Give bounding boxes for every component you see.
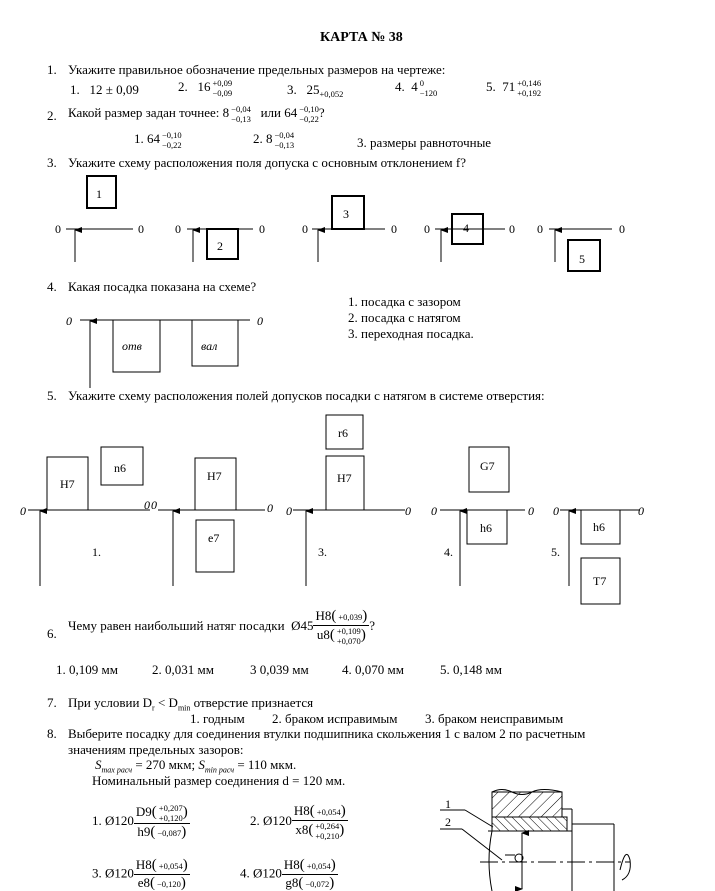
zero-label: 0 [391, 222, 397, 236]
q1-text: Укажите правильное обозначение предельных размеров на чертеже: [68, 62, 446, 77]
q8-option-2[interactable]: 2. Ø120 H8( +0,054 ) x8( +0,264 +0,210 ) [250, 803, 346, 841]
q4-text: Какая посадка показана на схеме? [68, 279, 257, 294]
field-label: r6 [338, 426, 348, 440]
q7-option-2[interactable]: 2. браком исправимым [272, 711, 398, 726]
field-label: G7 [480, 459, 495, 473]
q3-scheme-4[interactable] [435, 214, 505, 262]
part-label: 2 [445, 815, 451, 829]
shaft-label: вал [201, 339, 218, 353]
q2-option-3[interactable]: 3. размеры равноточные [357, 135, 492, 150]
scheme-number: 4. [444, 545, 453, 559]
scheme-number: 3. [318, 545, 327, 559]
field-label: T7 [593, 574, 607, 588]
scheme-number: 1 [96, 187, 102, 201]
zero-label: 0 [144, 498, 150, 512]
q3-number: 3. [47, 155, 57, 170]
q6-text: Чему равен наибольший натяг посадки Ø45 H8( +0,039 ) u8( +0,109 +0,070 ) ? [68, 608, 376, 646]
bearing-drawing [440, 790, 630, 891]
zero-label: 0 [528, 504, 534, 518]
field-label: h6 [480, 521, 492, 535]
zero-label: 0 [66, 314, 72, 328]
field-label: h6 [593, 520, 605, 534]
q4-option-2[interactable]: 2. посадка с натягом [348, 310, 461, 325]
scheme-number: 2 [217, 239, 223, 253]
q8-text-line2: значениям предельных зазоров: [68, 742, 244, 757]
scheme-number: 3 [343, 207, 349, 221]
q4-option-1[interactable]: 1. посадка с зазором [348, 294, 461, 309]
q8-clearances: $S_{max расч} = 270$ мкм; $S_{min расч} = 110$ мкм. [95, 757, 297, 775]
q8-text-line1: Выберите посадку для соединения втулки подшипника скольжения 1 с валом 2 по расчетным [68, 726, 586, 741]
q5-text: Укажите схему расположения полей допусков посадки с натягом в системе отверстия: [68, 388, 545, 403]
q8-number: 8. [47, 726, 57, 741]
q7-number: 7. [47, 695, 57, 710]
q1-option-3[interactable]: 3. $25_{+0,052}$ [287, 82, 344, 99]
q5-scheme-3[interactable] [293, 415, 405, 586]
q7-option-1[interactable]: 1. годным [190, 711, 245, 726]
zero-label: 0 [259, 222, 265, 236]
scheme-number: 4 [463, 221, 469, 235]
q6-option-3[interactable]: 3 0,039 мм [250, 662, 309, 677]
field-label: n6 [114, 461, 126, 475]
q2-number: 2. [47, 108, 57, 123]
q2-option-2[interactable]: 2. 8 −0,04 −0,13 [253, 130, 295, 150]
zero-label: 0 [175, 222, 181, 236]
zero-label: 0 [257, 314, 263, 328]
zero-label: 0 [431, 504, 437, 518]
scheme-number: 5. [551, 545, 560, 559]
q4-scheme [80, 320, 250, 388]
q8-option-3[interactable]: 3. Ø120 H8( +0,054 ) e8( −0,120 ) [92, 857, 188, 891]
zero-label: 0 [20, 504, 26, 518]
zero-label: 0 [424, 222, 430, 236]
zero-label: 0 [553, 504, 559, 518]
q6-option-2[interactable]: 2. 0,031 мм [152, 662, 214, 677]
q6-option-5[interactable]: 5. 0,148 мм [440, 662, 502, 677]
field-label: H7 [337, 471, 352, 485]
zero-label: 0 [286, 504, 292, 518]
zero-label: 0 [151, 498, 157, 512]
q6-option-1[interactable]: 1. 0,109 мм [56, 662, 118, 677]
field-label: H7 [207, 469, 222, 483]
q6-option-4[interactable]: 4. 0,070 мм [342, 662, 404, 677]
q4-number: 4. [47, 279, 57, 294]
q6-number: 6. [47, 626, 57, 641]
q1-option-5[interactable]: 5. 71 +0,146 +0,192 [486, 78, 542, 98]
q8-option-1[interactable]: 1. Ø120 D9( +0,207 +0,120 ) h9( −0,087 ) [92, 803, 188, 840]
q3-scheme-3[interactable] [312, 196, 385, 262]
q1-option-2[interactable]: 2. 16 +0,09 −0,09 [178, 78, 233, 98]
scheme-number: 1. [92, 545, 101, 559]
fit-fraction: H8( +0,039 ) u8( +0,109 +0,070 ) [315, 608, 368, 646]
zero-label: 0 [302, 222, 308, 236]
q4-option-3[interactable]: 3. переходная посадка. [348, 326, 474, 341]
q1-option-1[interactable]: 1. 12 ± 0,09 [70, 82, 139, 97]
field-label: e7 [208, 531, 220, 545]
zero-label: 0 [619, 222, 625, 236]
scheme-number: 5 [579, 252, 585, 266]
zero-label: 0 [638, 504, 644, 518]
q1-option-4[interactable]: 4. 4 0 −120 [395, 78, 438, 98]
q7-text: При условии $D_r < D_{min}$ отверстие признается [68, 695, 314, 713]
zero-label: 0 [55, 222, 61, 236]
q5-number: 5. [47, 388, 57, 403]
field-label: H7 [60, 477, 75, 491]
q1-number: 1. [47, 62, 57, 77]
q2-text: Какой размер задан точнее: 8 −0,04 −0,13 или 64 −0,10 −0,22 ? [68, 104, 325, 124]
q3-text: Укажите схему расположения поля допуска с основным отклонением f? [68, 155, 466, 170]
zero-label: 0 [138, 222, 144, 236]
zero-label: 0 [537, 222, 543, 236]
q2-option-1[interactable]: 1. 64 −0,10 −0,22 [134, 130, 182, 150]
zero-label: 0 [405, 504, 411, 518]
zero-label: 0 [509, 222, 515, 236]
hole-label: отв [122, 339, 142, 353]
q5-scheme-1[interactable] [28, 447, 150, 586]
q8-option-4[interactable]: 4. Ø120 H8( +0,054 ) g8( −0,072 ) [240, 857, 336, 891]
part-label: 1 [445, 797, 451, 811]
q7-option-3[interactable]: 3. браком неисправимым [425, 711, 564, 726]
q8-nominal: Номинальный размер соединения d = 120 мм. [92, 773, 346, 788]
zero-label: 0 [267, 501, 273, 515]
card-title: КАРТА № 38 [320, 30, 403, 45]
